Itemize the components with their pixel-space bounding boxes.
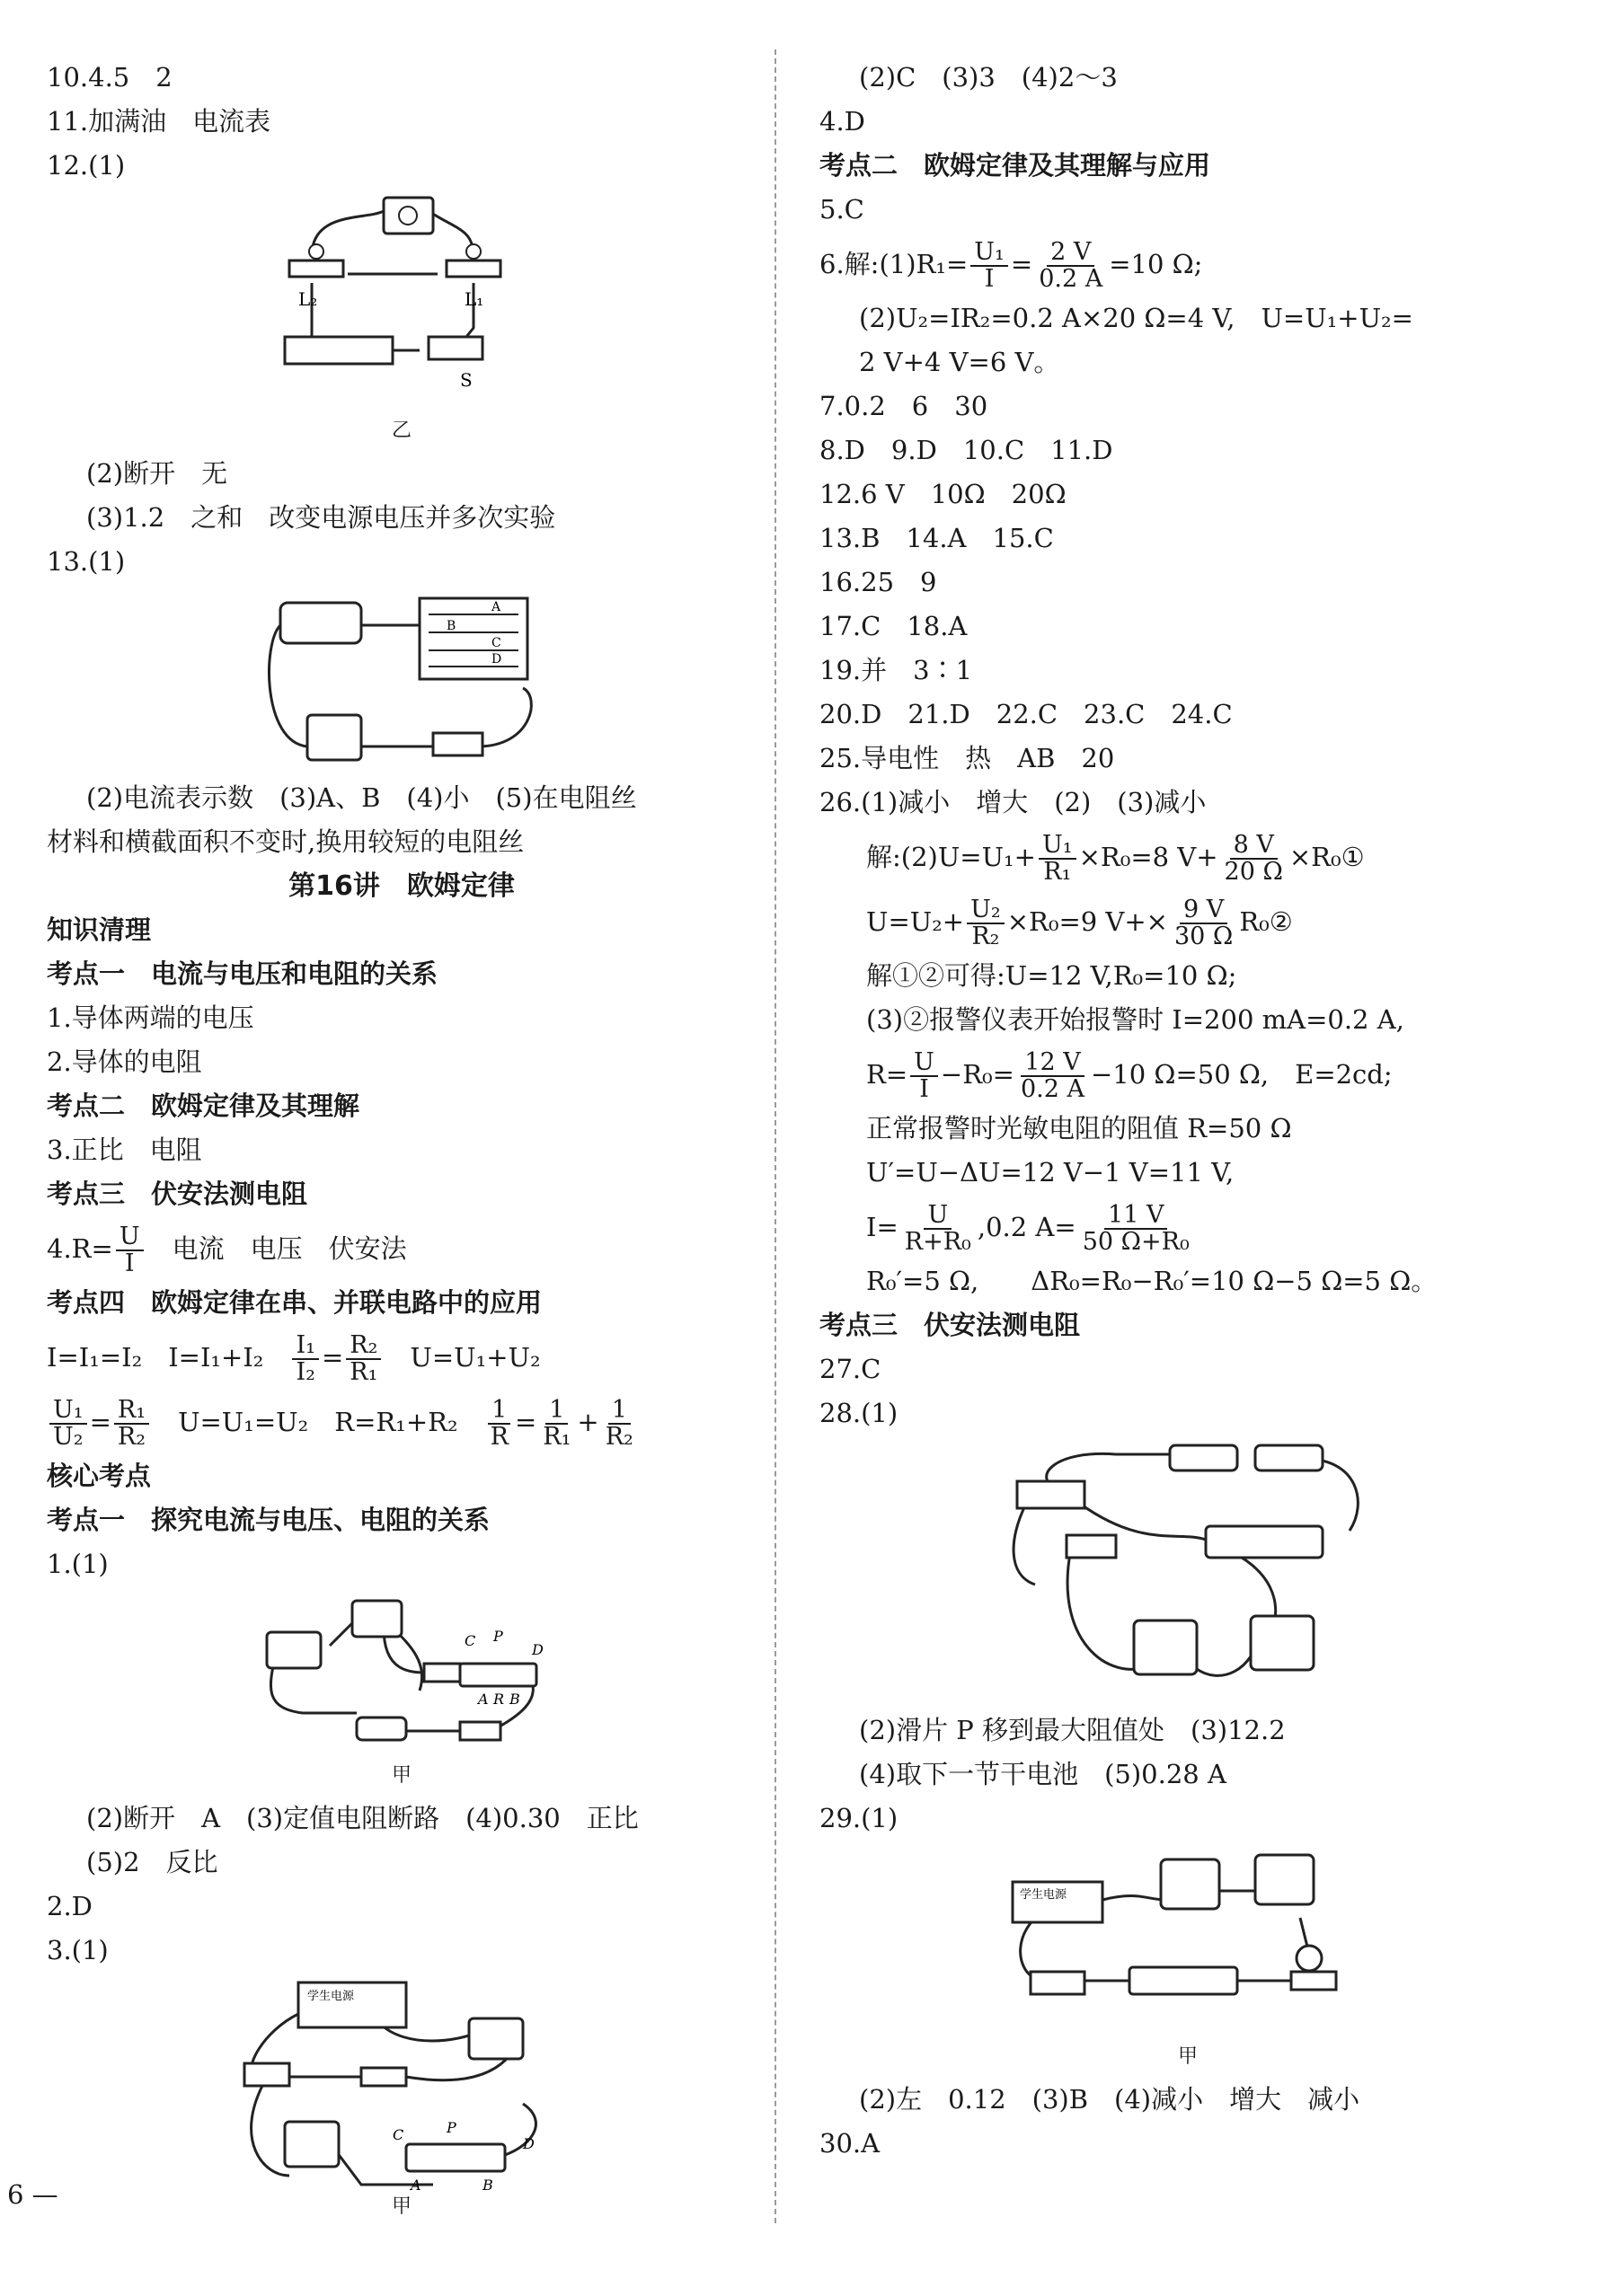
answer-line: 20.D 21.D 22.C 23.C 24.C [819,699,1233,729]
label-C: C [465,1632,476,1649]
answer-line: 27.C [819,1354,881,1384]
section-heading: 知识清理 [47,914,152,945]
fraction: $\frac{8 V}{20 \Omega}$ [1224,830,1283,886]
section-heading: 核心考点 [47,1461,152,1491]
answer-line: 17.C 18.A [819,611,968,641]
circuit-figure-12 [47,193,757,445]
label-B: B [482,2177,493,2194]
column-divider [775,49,776,2223]
label-P: P [447,2119,456,2136]
fraction: $\frac{12 V}{0.2 A}$ [1020,1047,1084,1103]
label-D: D [532,1641,544,1658]
section-heading: 考点一 电流与电压和电阻的关系 [47,958,438,989]
formula-line: 4.R= $\frac{U}{I}$ 电流 电压 伏安法 [47,1222,407,1277]
formula-line: 解:(2)U=U₁+ $\frac{\text{U₁}}{\text{R₁}}$ ×R₀=8 V+ $\frac{8 V}{20 \Omega}$ ×R₀① [866,830,1365,886]
answer-line: U′=U−ΔU=12 V−1 V=11 V, [866,1157,1235,1188]
answer-line: (2)左 0.12 (3)B (4)减小 增大 减小 [859,2084,1360,2115]
answer-line: (5)2 反比 [86,1847,218,1877]
label-L2: L₂ [298,288,318,310]
answer-line: 13.(1) [47,546,126,577]
answer-line: (2)断开 A (3)定值电阻断路 (4)0.30 正比 [86,1803,639,1833]
answer-line: 2.D [47,1891,93,1921]
answer-line: 4.D [819,106,865,137]
power-supply-label: 学生电源 [307,1990,355,2003]
fraction: $\frac{\text{I₁}}{\text{I₂}}$ [292,1333,319,1386]
answer-line: 5.C [819,194,864,225]
answer-line: 11.加满油 电流表 [47,106,271,137]
section-heading: 考点四 欧姆定律在串、并联电路中的应用 [47,1287,543,1318]
label-P: P [493,1628,503,1645]
label-B: B [447,619,456,633]
answer-line: (2)C (3)3 (4)2～3 [859,62,1118,93]
label-D: D [491,652,502,667]
fraction: $\frac{1}{R}$ [487,1398,512,1451]
answer-line: (3)1.2 之和 改变电源电压并多次实验 [86,502,556,533]
fraction: $\frac{9 V}{30 \Omega}$ [1173,895,1234,950]
left-column [47,56,757,2228]
fraction: $\frac{U}{I}$ [116,1224,144,1277]
label-A: A [478,1691,489,1708]
label-C: C [393,2126,404,2143]
formula-line: 6.解:(1)R₁= $\frac{\text{U₁}}{I}$ = $\frac{2 V}{0.2 A}$ =10 Ω; [819,237,1203,293]
section-heading: 考点二 欧姆定律及其理解与应用 [819,150,1211,181]
fraction: $\frac{\text{R₁}}{\text{R₂}}$ [114,1398,149,1451]
fraction: $\frac{U}{I}$ [910,1050,938,1103]
label-A: A [411,2177,421,2194]
fraction: $\frac{\text{U₁}}{\text{R₁}}$ [1039,833,1076,886]
answer-line: R₀′=5 Ω, ΔR₀=R₀−R₀′=10 Ω−5 Ω=5 Ω。 [866,1266,1438,1296]
section-heading: 考点一 探究电流与电压、电阻的关系 [47,1505,491,1535]
answer-line: 3.(1) [47,1935,109,1965]
answer-line: (2)U₂=IR₂=0.2 A×20 Ω=4 V, U=U₁+U₂= [859,303,1413,333]
label-S: S [460,369,473,391]
label-D: D [523,2135,535,2152]
section-heading: 考点三 伏安法测电阻 [47,1179,308,1209]
answer-line: 材料和横截面积不变时,换用较短的电阻丝 [47,826,525,857]
answer-line: 19.并 3∶1 [819,655,973,685]
circuit-figure-13 [47,589,757,769]
figure-caption: 乙 [391,419,412,442]
answer-line: 解①②可得:U=12 V,R₀=10 Ω; [866,960,1237,991]
label-A: A [491,600,501,614]
answer-line: 12.6 V 10Ω 20Ω [819,479,1067,509]
answer-line: 1.(1) [47,1549,109,1579]
fraction: $\frac{\text{U₁}}{I}$ [970,240,1008,293]
right-column [819,56,1556,2166]
answer-line: 1.导体两端的电压 [47,1002,254,1033]
answer-line: 30.A [819,2128,881,2159]
fraction: $\frac{1}{\text{R₂}}$ [605,1395,633,1451]
answer-line: 正常报警时光敏电阻的阻值 R=50 Ω [866,1113,1292,1144]
circuit-figure-29 [819,1846,1556,2071]
answer-line: (4)取下一节干电池 (5)0.28 A [859,1759,1226,1789]
answer-line: (2)断开 无 [86,458,228,489]
label-C: C [491,636,501,650]
answer-line: 26.(1)减小 增大 (2) (3)减小 [819,787,1207,817]
answer-line: 29.(1) [819,1803,899,1833]
fraction: $\frac{U}{\text{R+R₀}}$ [904,1200,971,1256]
fraction: $\frac{\text{R₂}}{\text{R₁}}$ [346,1333,381,1386]
answer-line: 25.导电性 热 AB 20 [819,743,1115,773]
answer-line: 3.正比 电阻 [47,1135,202,1165]
answer-line: 13.B 14.A 15.C [819,523,1054,553]
fraction: $\frac{2 V}{0.2 A}$ [1039,237,1103,293]
fraction: $\frac{\text{U₁}}{\text{U₂}}$ [49,1398,87,1451]
section-heading: 考点三 伏安法测电阻 [819,1310,1081,1340]
formula-line: I= $\frac{U}{\text{R+R₀}}$ ,0.2 A= $\frac{11 V}{\text{50 Ω+R₀}}$ [819,1195,1556,1259]
answer-line: 7.0.2 6 30 [819,391,988,421]
formula-line: U=U₂+ $\frac{\text{U₂}}{\text{R₂}}$ ×R₀=9 V+× $\frac{9 V}{30 \Omega}$ R₀② [866,895,1293,950]
answer-line: (2)电流表示数 (3)A、B (4)小 (5)在电阻丝 [86,782,637,813]
figure-caption: 甲 [391,2195,412,2218]
formula-line: R= $\frac{U}{I}$ −R₀= $\frac{12 V}{0.2 A}$ −10 Ω=50 Ω, E=2cd; [866,1047,1393,1103]
fraction: $\frac{\text{U₂}}{\text{R₂}}$ [967,897,1005,950]
page-number: 6 — [7,2179,58,2210]
answer-line: (2)滑片 P 移到最大阻值处 (3)12.2 [859,1715,1286,1745]
figure-caption: 甲 [1177,2045,1198,2068]
fraction: $\frac{11 V}{\text{50 Ω+R₀}}$ [1082,1200,1190,1256]
circuit-figure-3 [47,1978,757,2221]
answer-line: 28.(1) [819,1398,899,1428]
answer-line: 10.4.5 2 [47,62,173,93]
lesson-title: 第16讲 欧姆定律 [288,870,515,902]
circuit-figure-28 [819,1441,1556,1701]
answer-line: (3)②报警仪表开始报警时 I=200 mA=0.2 A, [866,1004,1404,1035]
answer-line: 8.D 9.D 10.C 11.D [819,435,1113,465]
answer-line: 12.(1) [47,150,126,181]
answer-line: 2 V+4 V=6 V。 [859,347,1060,377]
answer-line: 16.25 9 [819,567,937,597]
power-supply-label: 学生电源 [1020,1888,1067,1902]
label-L1: L₁ [465,288,484,310]
figure-caption: 甲 [391,1764,412,1787]
section-heading: 考点二 欧姆定律及其理解 [47,1091,360,1121]
answer-line: 2.导体的电阻 [47,1046,202,1077]
label-R: R [493,1691,505,1708]
label-B: B [509,1691,520,1708]
circuit-figure-1 [47,1592,757,1789]
formula-line: I=I₁=I₂ I=I₁+I₂ $\frac{\text{I₁}}{\text{I₂}}$ = $\frac{\text{R₂}}{\text{R₁}}$ U=U₁+U₂ [47,1330,541,1386]
formula-line: $\frac{\text{U₁}}{\text{U₂}}$ = $\frac{\text{R₁}}{\text{R₂}}$ U=U₁=U₂ R=R₁+R₂ $\frac{1}{R}$ = $\frac{1}{\text{R₁}}$ + $\frac{1}{\text{R₂}}$ [47,1390,757,1454]
fraction: $\frac{1}{\text{R₁}}$ [543,1395,571,1451]
